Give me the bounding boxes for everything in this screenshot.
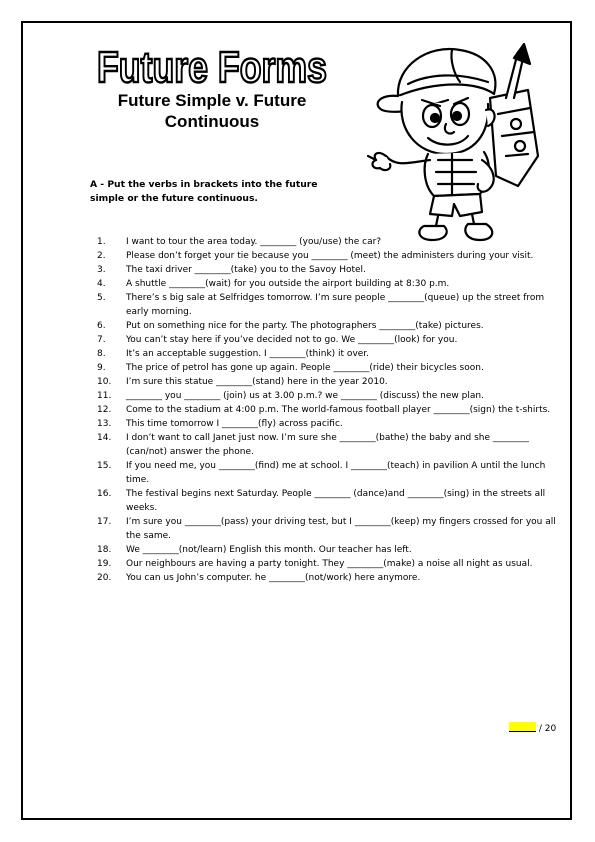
- question-text: Put on something nice for the party. The photographers ________(take) pictures.: [126, 321, 484, 331]
- question-number: 6.: [97, 321, 106, 331]
- subtitle-line-2: Continuous: [164, 112, 260, 131]
- question-item: [97, 235, 557, 249]
- question-text: It’s an acceptable suggestion. I ________(think) it over.: [126, 349, 370, 359]
- question-item: [97, 263, 557, 277]
- question-text: There’s s big sale at Selfridges tomorrow. I’m sure people ________(queue) up the street from early morning.: [126, 293, 545, 317]
- subtitle: [70, 90, 354, 132]
- question-number: 9.: [97, 363, 106, 373]
- instructions-line-1: A - Put the verbs in brackets into the future: [90, 179, 318, 190]
- instructions-line-2: simple or the future continuous.: [90, 193, 258, 204]
- question-text: I don’t want to call Janet just now. I’m sure she ________(bathe) the baby and she ________ (can/not) answer the phone.: [126, 433, 529, 457]
- question-text: I’m sure this statue ________(stand) here in the year 2010.: [126, 377, 388, 387]
- question-text: We ________(not/learn) English this month. Our teacher has left.: [126, 545, 412, 555]
- question-number: 11.: [97, 391, 112, 401]
- page-title-text: Future Forms: [97, 43, 327, 92]
- question-item: [97, 319, 557, 333]
- question-number: 13.: [97, 419, 112, 429]
- question-text: The festival begins next Saturday. People ________ (dance)and ________(sing) in the streets all weeks.: [126, 489, 546, 513]
- question-number: 18.: [97, 545, 112, 555]
- question-text: Please don’t forget your tie because you ________ (meet) the administers during your visit.: [126, 251, 534, 261]
- question-text: If you need me, you ________(find) me at school. I ________(teach) in pavilion A until the lunch time.: [126, 461, 546, 485]
- question-item: [97, 557, 557, 571]
- question-item: [97, 291, 557, 319]
- score-box: [509, 722, 556, 735]
- cartoon-boy-with-backpack-icon: [368, 36, 553, 242]
- instructions: [90, 178, 352, 206]
- question-text: This time tomorrow I ________(fly) across pacific.: [126, 419, 343, 429]
- question-item: [97, 571, 557, 585]
- question-number: 15.: [97, 461, 112, 471]
- question-item: [97, 347, 557, 361]
- question-item: [97, 389, 557, 403]
- question-item: [97, 459, 557, 487]
- question-text: Our neighbours are having a party tonight. They ________(make) a noise all night as usual.: [126, 559, 533, 569]
- question-item: [97, 375, 557, 389]
- question-number: 10.: [97, 377, 112, 387]
- question-number: 8.: [97, 349, 106, 359]
- question-text: The price of petrol has gone up again. People ________(ride) their bicycles soon.: [126, 363, 484, 373]
- question-item: [97, 543, 557, 557]
- question-text: A shuttle ________(wait) for you outside the airport building at 8:30 p.m.: [126, 279, 450, 289]
- question-item: [97, 417, 557, 431]
- question-number: 4.: [97, 279, 106, 289]
- question-number: 16.: [97, 489, 112, 499]
- score-total: / 20: [538, 724, 557, 734]
- question-number: 1.: [97, 237, 106, 247]
- question-number: 14.: [97, 433, 112, 443]
- question-text: You can us John’s computer. he ________(not/work) here anymore.: [126, 573, 421, 583]
- page-title: [94, 38, 330, 92]
- question-text: I’m sure you ________(pass) your driving test, but I ________(keep) my fingers crossed for you all the same.: [126, 517, 556, 541]
- question-item: [97, 249, 557, 263]
- question-item: [97, 361, 557, 375]
- question-text: I want to tour the area today. ________ (you/use) the car?: [126, 237, 382, 247]
- question-text: The taxi driver ________(take) you to the Savoy Hotel.: [126, 265, 366, 275]
- question-number: 5.: [97, 293, 106, 303]
- question-number: 3.: [97, 265, 106, 275]
- question-item: [97, 403, 557, 417]
- subtitle-line-1: Future Simple v. Future: [117, 91, 307, 110]
- question-number: 17.: [97, 517, 112, 527]
- question-number: 20.: [97, 573, 112, 583]
- question-text: Come to the stadium at 4:00 p.m. The world-famous football player ________(sign) the t-shirts.: [126, 405, 551, 415]
- question-number: 2.: [97, 251, 106, 261]
- question-number: 12.: [97, 405, 112, 415]
- question-number: 7.: [97, 335, 106, 345]
- question-list: [97, 235, 557, 585]
- question-item: [97, 277, 557, 291]
- question-number: 19.: [97, 559, 112, 569]
- question-item: [97, 487, 557, 515]
- question-item: [97, 333, 557, 347]
- score-blank[interactable]: [509, 722, 536, 732]
- question-text: You can’t stay here if you’ve decided not to go. We ________(look) for you.: [126, 335, 458, 345]
- question-item: [97, 431, 557, 459]
- question-text: ________ you ________ (join) us at 3.00 p.m.? we ________ (discuss) the new plan.: [126, 391, 484, 401]
- question-item: [97, 515, 557, 543]
